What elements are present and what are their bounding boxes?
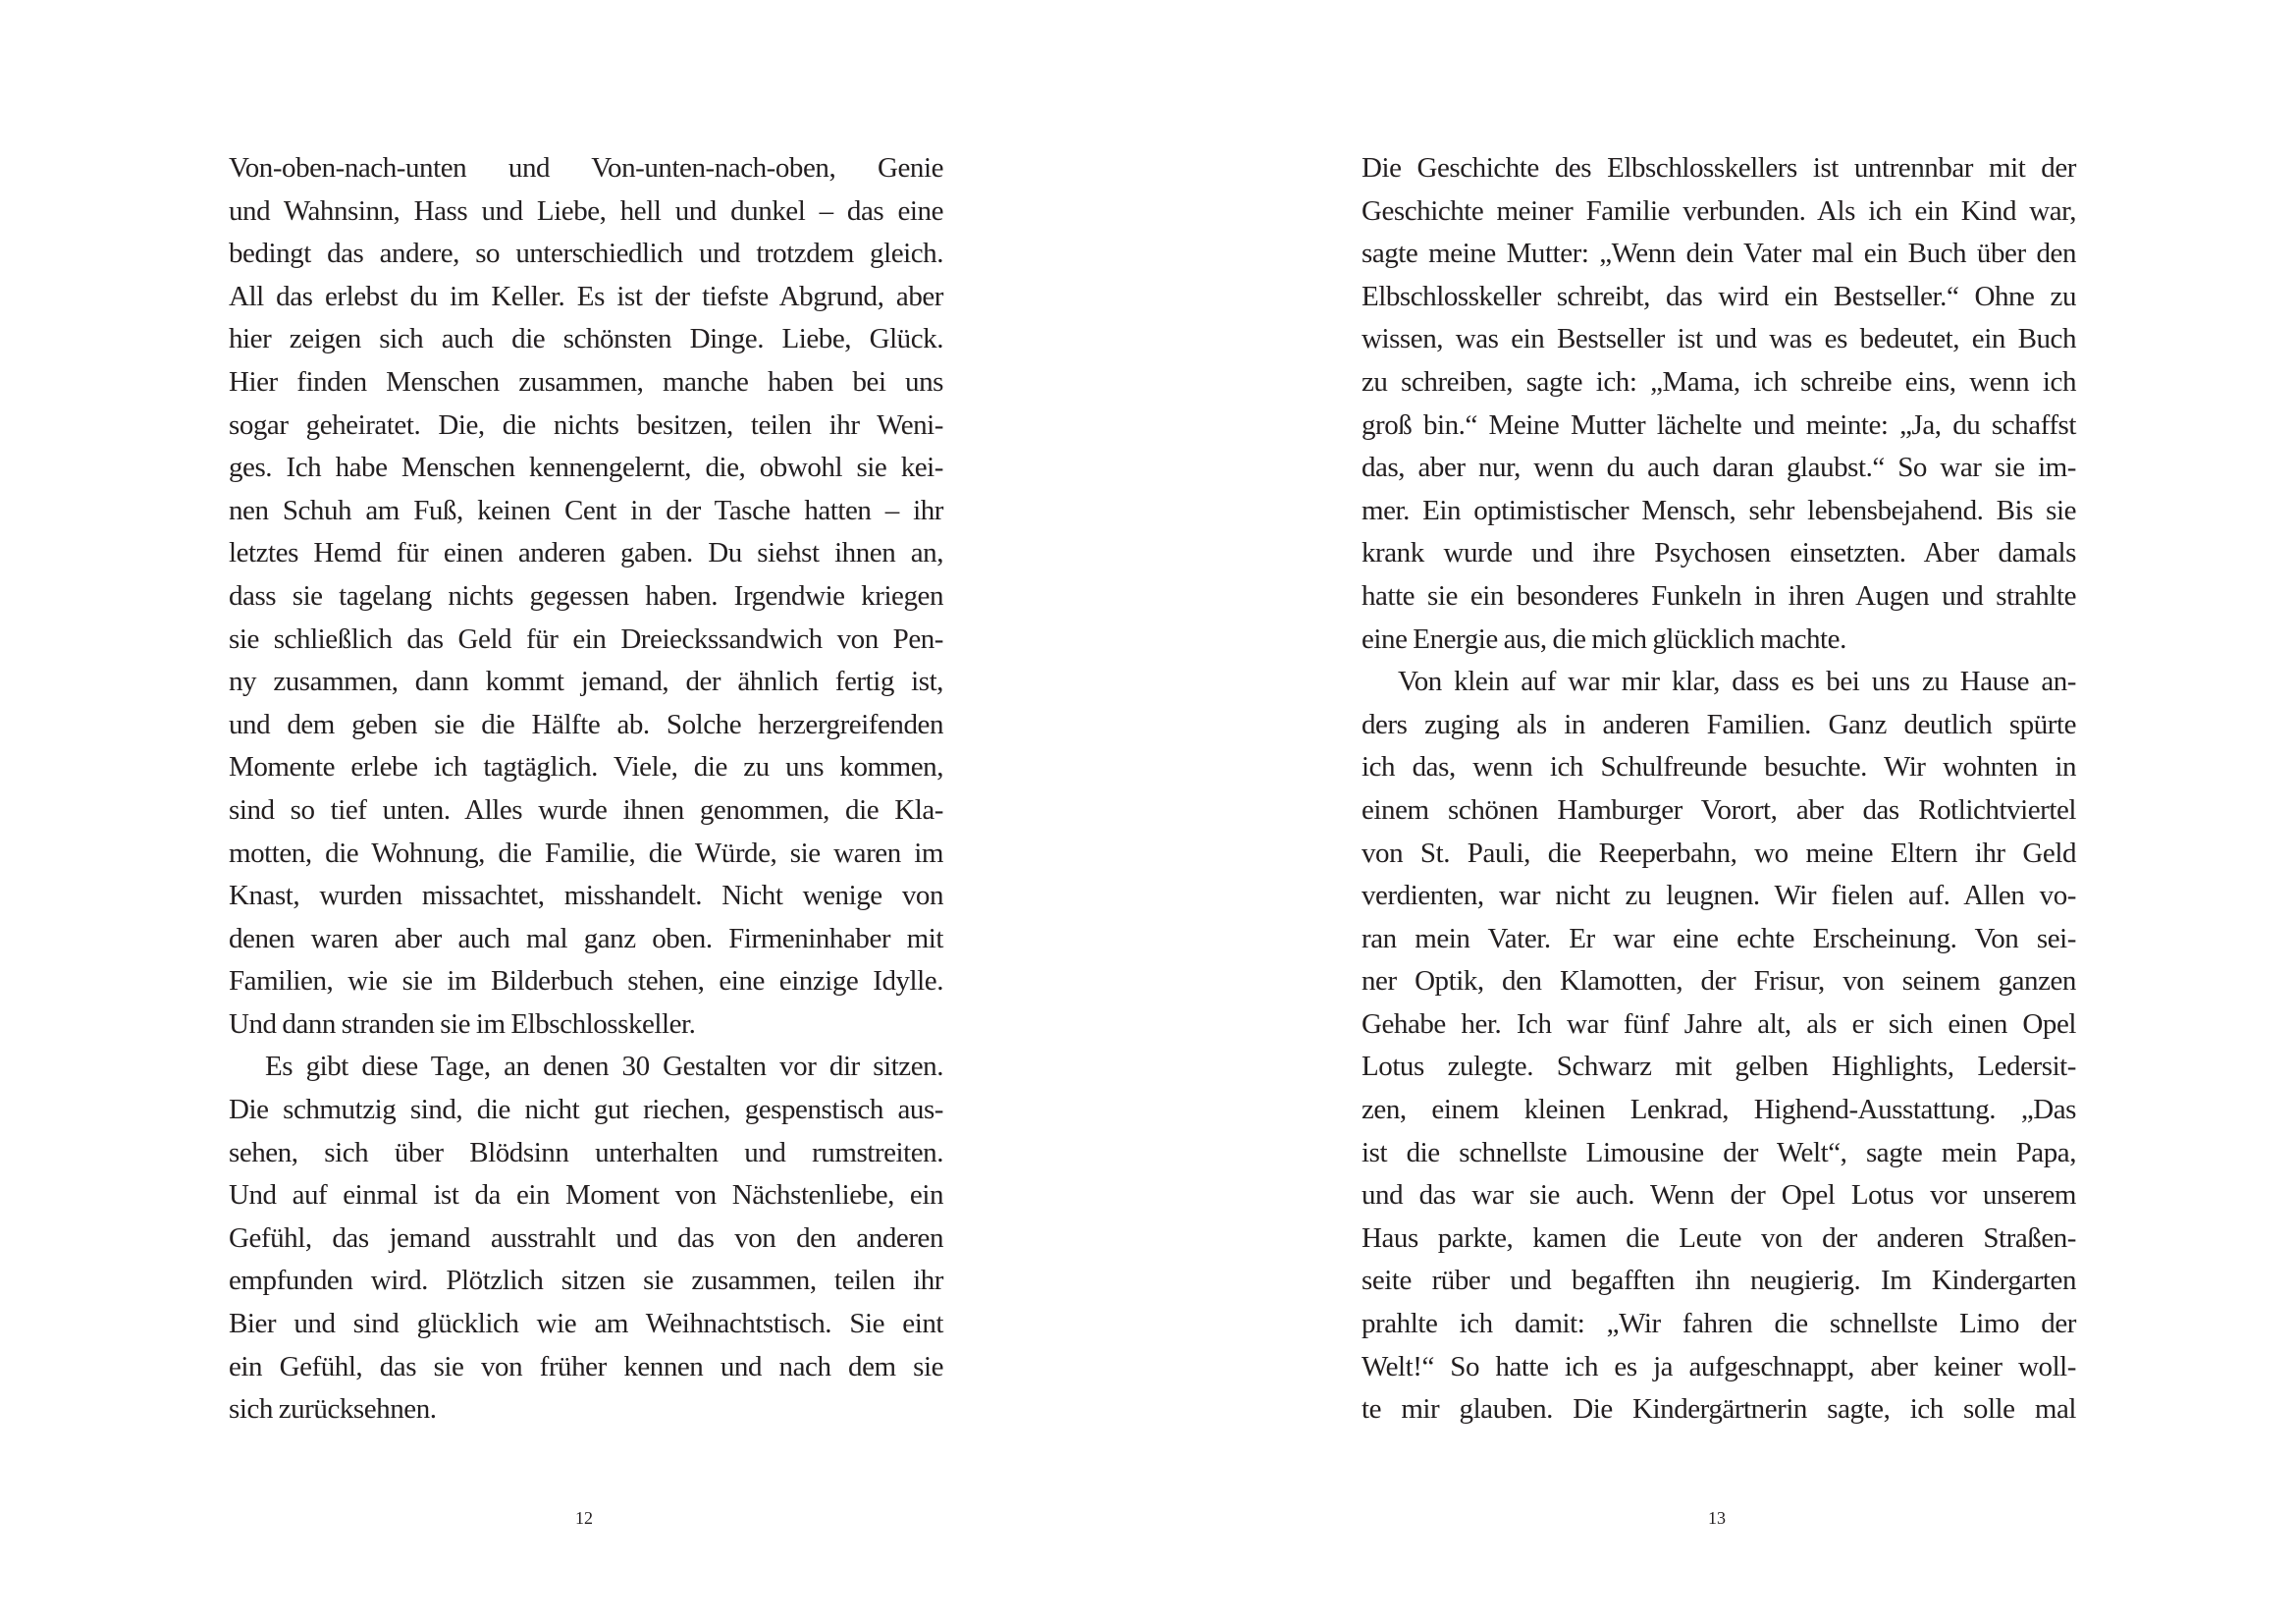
text-line: mer. Ein optimistischer Mensch, sehr lebensbejahend. Bis sie bbox=[1362, 494, 2076, 526]
text-line: von St. Pauli, die Reeperbahn, wo meine Eltern ihr Geld bbox=[1362, 837, 2076, 869]
text-line: motten, die Wohnung, die Familie, die Würde, sie waren im bbox=[229, 837, 943, 869]
text-line: hatte sie ein besonderes Funkeln in ihren Augen und strahlte bbox=[1362, 579, 2076, 612]
text-line: sagte meine Mutter: „Wenn dein Vater mal ein Buch über den bbox=[1362, 238, 2076, 270]
text-line: seite rüber und begafften ihn neugierig. Im Kindergarten bbox=[1362, 1265, 2076, 1297]
text-line: Es gibt diese Tage, an denen 30 Gestalten vor dir sitzen. bbox=[265, 1051, 943, 1083]
text-line: denen waren aber auch mal ganz oben. Firmeninhaber mit bbox=[229, 922, 943, 954]
text-line: ders zuging als in anderen Familien. Ganz deutlich spürte bbox=[1362, 708, 2076, 740]
text-line: zu schreiben, sagte ich: „Mama, ich schreibe eins, wenn ich bbox=[1362, 365, 2076, 398]
text-column bbox=[229, 147, 943, 1432]
text-line: sind so tief unten. Alles wurde ihnen genommen, die Kla- bbox=[229, 793, 943, 826]
text-line: Lotus zulegte. Schwarz mit gelben Highlights, Ledersit- bbox=[1362, 1051, 2076, 1083]
text-line: Welt!“ So hatte ich es ja aufgeschnappt, aber keiner woll- bbox=[1362, 1350, 2076, 1382]
text-line: sie schließlich das Geld für ein Dreieckssandwich von Pen- bbox=[229, 623, 943, 655]
page-number: 12 bbox=[575, 1508, 593, 1528]
text-line: sich zurücksehnen. bbox=[229, 1393, 437, 1426]
text-line: das, aber nur, wenn du auch daran glaubst.“ So war sie im- bbox=[1362, 452, 2076, 484]
text-line: Die schmutzig sind, die nicht gut riechen, gespenstisch aus- bbox=[229, 1094, 943, 1126]
text-line: ran mein Vater. Er war eine echte Erscheinung. Von sei- bbox=[1362, 922, 2076, 954]
text-line: Die Geschichte des Elbschlosskellers ist untrennbar mit der bbox=[1362, 152, 2076, 184]
text-line: Haus parkte, kamen die Leute von der anderen Straßen- bbox=[1362, 1221, 2076, 1254]
right-page bbox=[1148, 0, 2295, 1624]
text-line: te mir glauben. Die Kindergärtnerin sagte, ich solle mal bbox=[1362, 1393, 2076, 1426]
page-number: 13 bbox=[1708, 1508, 1726, 1528]
text-line: nen Schuh am Fuß, keinen Cent in der Tasche hatten – ihr bbox=[229, 494, 943, 526]
text-line: ges. Ich habe Menschen kennengelernt, die, obwohl sie kei- bbox=[229, 452, 943, 484]
text-line: sehen, sich über Blödsinn unterhalten und rumstreiten. bbox=[229, 1136, 943, 1168]
text-column bbox=[1362, 147, 2076, 1432]
text-line: Von-oben-nach-unten und Von-unten-nach-oben, Genie bbox=[229, 152, 943, 184]
text-line: groß bin.“ Meine Mutter lächelte und meinte: „Ja, du schaffst bbox=[1362, 408, 2076, 441]
text-line: Und dann stranden sie im Elbschlosskeller. bbox=[229, 1007, 696, 1040]
text-line: Gehabe her. Ich war fünf Jahre alt, als er sich einen Opel bbox=[1362, 1007, 2076, 1040]
text-line: hier zeigen sich auch die schönsten Dinge. Liebe, Glück. bbox=[229, 323, 943, 355]
text-line: und Wahnsinn, Hass und Liebe, hell und dunkel – das eine bbox=[229, 194, 943, 227]
text-line: prahlte ich damit: „Wir fahren die schnellste Limo der bbox=[1362, 1308, 2076, 1340]
text-line: Von klein auf war mir klar, dass es bei uns zu Hause an- bbox=[1398, 666, 2076, 698]
text-line: ner Optik, den Klamotten, der Frisur, von seinem ganzen bbox=[1362, 965, 2076, 998]
text-line: Gefühl, das jemand ausstrahlt und das von den anderen bbox=[229, 1221, 943, 1254]
text-line: zen, einem kleinen Lenkrad, Highend-Ausstattung. „Das bbox=[1362, 1094, 2076, 1126]
text-line: wissen, was ein Bestseller ist und was es bedeutet, ein Buch bbox=[1362, 323, 2076, 355]
text-line: All das erlebst du im Keller. Es ist der tiefste Abgrund, aber bbox=[229, 280, 943, 312]
text-line: Bier und sind glücklich wie am Weihnachtstisch. Sie eint bbox=[229, 1308, 943, 1340]
text-line: empfunden wird. Plötzlich sitzen sie zusammen, teilen ihr bbox=[229, 1265, 943, 1297]
text-line: ein Gefühl, das sie von früher kennen und nach dem sie bbox=[229, 1350, 943, 1382]
text-line: und das war sie auch. Wenn der Opel Lotus vor unserem bbox=[1362, 1179, 2076, 1212]
text-line: ich das, wenn ich Schulfreunde besuchte. Wir wohnten in bbox=[1362, 751, 2076, 784]
text-line: Familien, wie sie im Bilderbuch stehen, eine einzige Idylle. bbox=[229, 965, 943, 998]
text-line: und dem geben sie die Hälfte ab. Solche herzergreifenden bbox=[229, 708, 943, 740]
text-line: eine Energie aus, die mich glücklich machte. bbox=[1362, 623, 1846, 655]
text-line: Elbschlosskeller schreibt, das wird ein Bestseller.“ Ohne zu bbox=[1362, 280, 2076, 312]
text-line: bedingt das andere, so unterschiedlich und trotzdem gleich. bbox=[229, 238, 943, 270]
text-line: sogar geheiratet. Die, die nichts besitzen, teilen ihr Weni- bbox=[229, 408, 943, 441]
text-line: letztes Hemd für einen anderen gaben. Du siehst ihnen an, bbox=[229, 537, 943, 569]
text-line: krank wurde und ihre Psychosen einsetzten. Aber damals bbox=[1362, 537, 2076, 569]
text-line: Knast, wurden missachtet, misshandelt. Nicht wenige von bbox=[229, 880, 943, 912]
text-line: Geschichte meiner Familie verbunden. Als ich ein Kind war, bbox=[1362, 194, 2076, 227]
text-line: ny zusammen, dann kommt jemand, der ähnlich fertig ist, bbox=[229, 666, 943, 698]
text-line: ist die schnellste Limousine der Welt“, sagte mein Papa, bbox=[1362, 1136, 2076, 1168]
text-line: Und auf einmal ist da ein Moment von Nächstenliebe, ein bbox=[229, 1179, 943, 1212]
text-line: Momente erlebe ich tagtäglich. Viele, die zu uns kommen, bbox=[229, 751, 943, 784]
text-line: Hier finden Menschen zusammen, manche haben bei uns bbox=[229, 365, 943, 398]
text-line: verdienten, war nicht zu leugnen. Wir fielen auf. Allen vo- bbox=[1362, 880, 2076, 912]
text-line: einem schönen Hamburger Vorort, aber das Rotlichtviertel bbox=[1362, 793, 2076, 826]
text-line: dass sie tagelang nichts gegessen haben. Irgendwie kriegen bbox=[229, 579, 943, 612]
